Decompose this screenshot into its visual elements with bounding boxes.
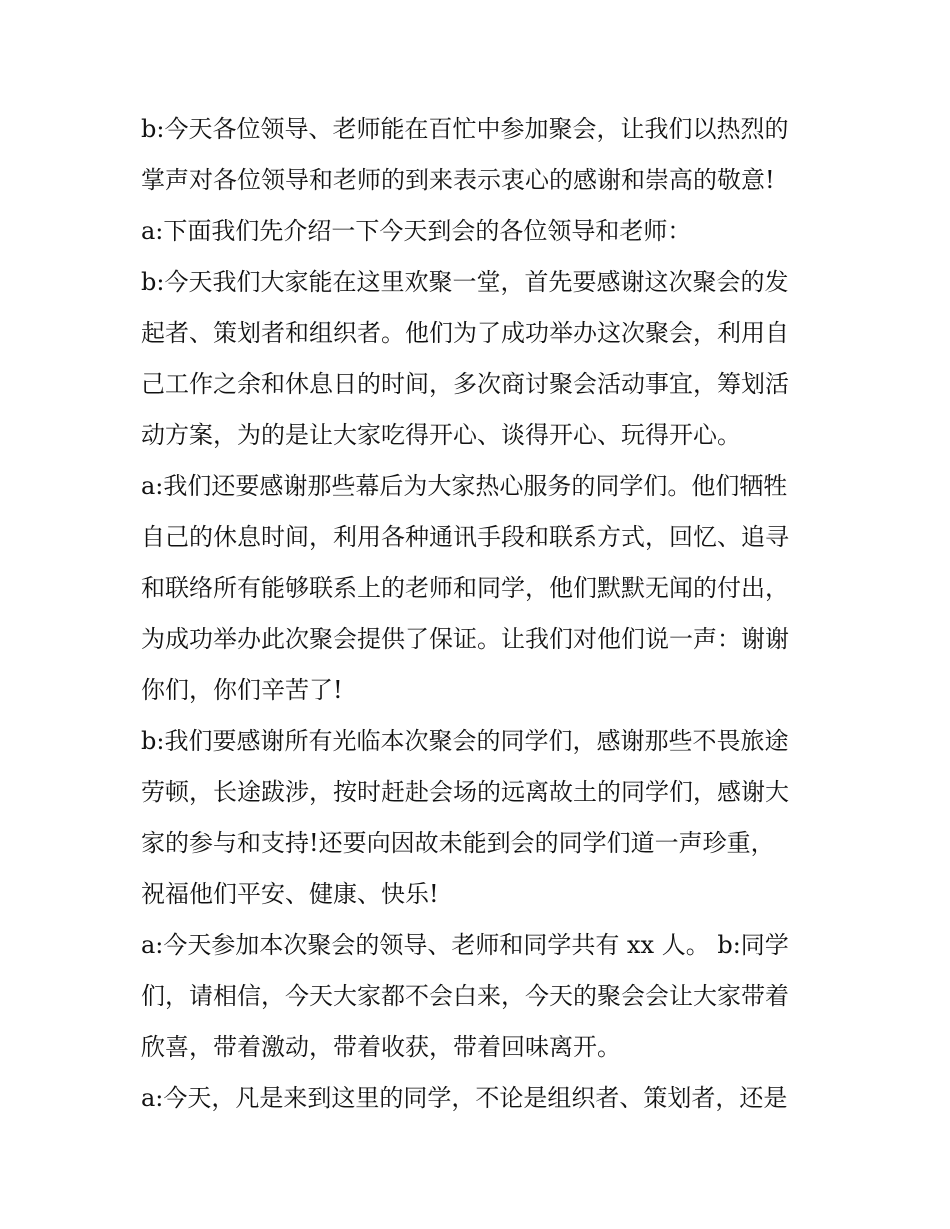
text-line: 动方案，为的是让大家吃得开心、谈得开心、玩得开心。 (141, 421, 741, 449)
text-line: 己工作之余和休息日的时间，多次商讨聚会活动事宜，筹划活 (141, 370, 789, 398)
text-line: 们，请相信，今天大家都不会白来，今天的聚会会让大家带着 (141, 982, 789, 1010)
document-body (141, 104, 821, 1124)
text-line: a:下面我们先介绍一下今天到会的各位领导和老师： (141, 217, 692, 245)
text-line: 为成功举办此次聚会提供了保证。让我们对他们说一声：谢谢 (141, 625, 789, 653)
text-line: 劳顿，长途跋涉，按时赶赴会场的远离故土的同学们，感谢大 (141, 778, 789, 806)
text-line: 掌声对各位领导和老师的到来表示衷心的感谢和崇高的敬意! (141, 166, 775, 194)
text-line: 家的参与和支持!还要向因故未能到会的同学们道一声珍重， (141, 829, 775, 857)
text-line: a:我们还要感谢那些幕后为大家热心服务的同学们。他们牺牲 (141, 472, 788, 500)
text-line: 起者、策划者和组织者。他们为了成功举办这次聚会，利用自 (141, 319, 789, 347)
text-line: 自己的休息时间，利用各种通讯手段和联系方式，回忆、追寻 (141, 523, 789, 551)
text-line: 你们，你们辛苦了! (141, 676, 343, 704)
text-line: b:今天我们大家能在这里欢聚一堂，首先要感谢这次聚会的发 (141, 268, 789, 296)
text-line: b:我们要感谢所有光临本次聚会的同学们，感谢那些不畏旅途 (141, 727, 789, 755)
text-line: 和联络所有能够联系上的老师和同学，他们默默无闻的付出， (141, 574, 789, 602)
text-line: a:今天参加本次聚会的领导、老师和同学共有 xx 人。 b:同学 (141, 931, 789, 959)
text-line: 祝福他们平安、健康、快乐! (141, 880, 439, 908)
text-line: b:今天各位领导、老师能在百忙中参加聚会，让我们以热烈的 (141, 115, 789, 143)
text-line: a:今天，凡是来到这里的同学，不论是组织者、策划者，还是 (141, 1084, 788, 1112)
text-line: 欣喜，带着激动，带着收获，带着回味离开。 (141, 1033, 621, 1061)
